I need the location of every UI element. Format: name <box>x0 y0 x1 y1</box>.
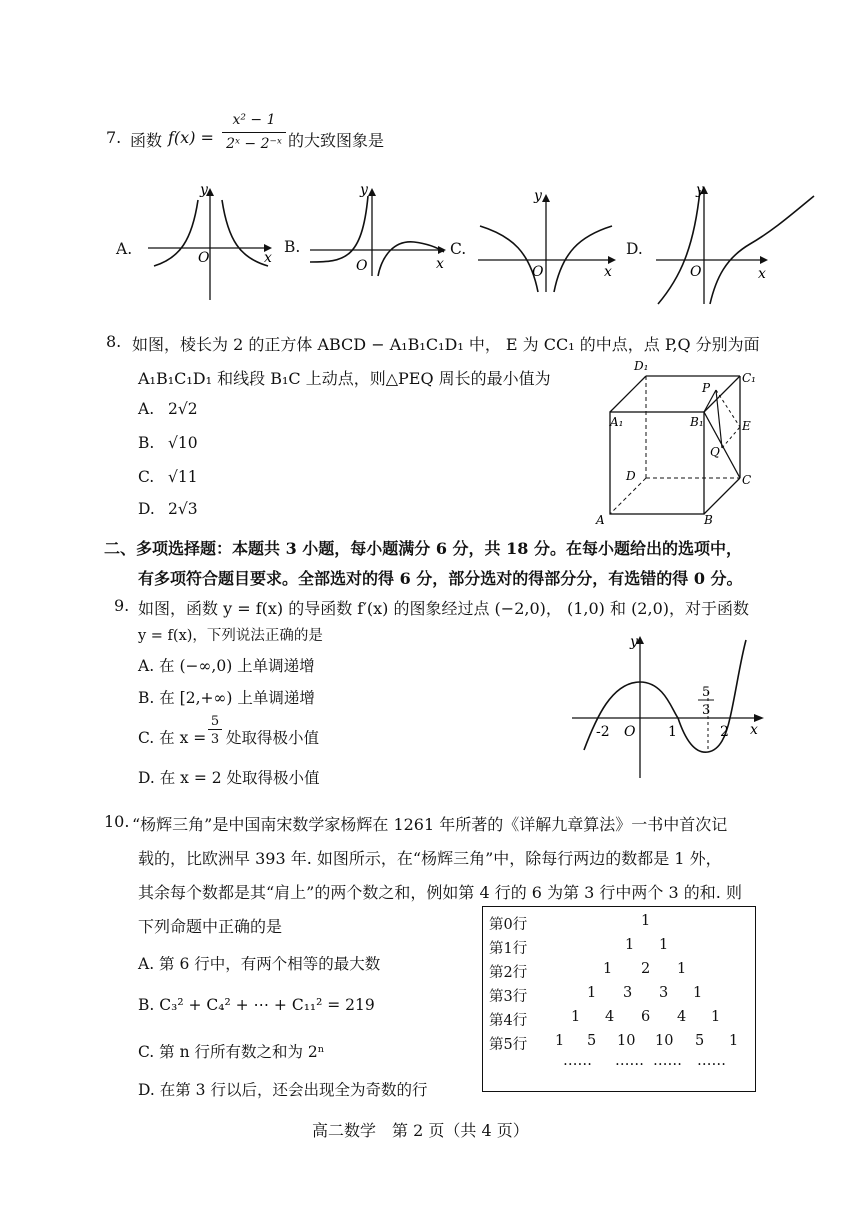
cell-r1-c1: 1 <box>659 937 669 953</box>
q7-number: 7. <box>106 128 122 147</box>
cell-r5-c0: 1 <box>555 1033 565 1049</box>
cell-r3-c3: 1 <box>693 985 703 1001</box>
yanghui-triangle-table <box>482 906 756 1092</box>
q9-derivative-graph <box>568 632 768 780</box>
cube-label-d1: D₁ <box>634 359 649 373</box>
q9-graph-y: y <box>630 634 638 650</box>
cell-r2-c2: 1 <box>677 961 687 977</box>
q7-option-a-letter: A. <box>116 240 133 258</box>
row-label-0: 第0行 <box>489 917 528 933</box>
q7d-y-label: y <box>696 182 704 198</box>
q9-graph-neg2: -2 <box>596 724 610 740</box>
cell-r4-c3: 4 <box>677 1009 687 1025</box>
cell-r2-c0: 1 <box>603 961 613 977</box>
q9-option-d: D. 在 x = 2 处取得极小值 <box>138 769 320 787</box>
cube-label-c1: C₁ <box>742 371 756 385</box>
q7-numerator: x² − 1 <box>232 112 276 128</box>
cell-r4-c4: 1 <box>711 1009 721 1025</box>
q8-option-c-letter: C. <box>138 468 155 486</box>
q7-denominator: 2ˣ − 2⁻ˣ <box>226 136 282 152</box>
ellipsis-3: …… <box>653 1053 682 1069</box>
q7-option-c-letter: C. <box>450 240 467 258</box>
cell-r3-c0: 1 <box>587 985 597 1001</box>
q10-option-a: A. 第 6 行中，有两个相等的最大数 <box>138 955 381 973</box>
ellipsis-4: …… <box>697 1053 726 1069</box>
cell-r1-c0: 1 <box>625 937 635 953</box>
q7b-y-label: y <box>360 182 368 198</box>
cube-label-a1: A₁ <box>610 415 624 429</box>
q9-option-c-post: 处取得极小值 <box>226 729 320 747</box>
row-label-4: 第4行 <box>489 1013 528 1029</box>
q7-suffix: 的大致图象是 <box>288 131 385 150</box>
q10-line4: 下列命题中正确的是 <box>138 917 283 936</box>
q8-option-a-letter: A. <box>138 400 155 418</box>
cell-r5-c3: 10 <box>655 1033 674 1049</box>
q8-option-c-value: √11 <box>168 468 198 486</box>
section2-line2: 有多项符合题目要求。全部选对的得 6 分，部分选对的得部分分，有选错的得 0 分。 <box>138 569 743 588</box>
q9-option-b: B. 在 [2,+∞) 上单调递增 <box>138 689 315 707</box>
page-footer: 高二数学 第 2 页（共 4 页） <box>312 1121 529 1140</box>
q10-option-b: B. C₃² + C₄² + ⋯ + C₁₁² = 219 <box>138 996 375 1014</box>
q7d-x-label: x <box>758 266 766 282</box>
q8-option-d-value: 2√3 <box>168 500 198 518</box>
q8-line2: A₁B₁C₁D₁ 和线段 B₁C 上动点，则△PEQ 周长的最小值为 <box>138 369 551 388</box>
q7-graph-c <box>472 180 622 296</box>
q7c-y-label: y <box>534 188 542 204</box>
q10-option-d: D. 在第 3 行以后，还会出现全为奇数的行 <box>138 1081 428 1099</box>
cell-r3-c2: 3 <box>659 985 669 1001</box>
cell-r3-c1: 3 <box>623 985 633 1001</box>
cell-r0-c0: 1 <box>641 913 651 929</box>
q7-graph-b <box>304 180 450 280</box>
cell-r5-c1: 5 <box>587 1033 597 1049</box>
q9-line1: 如图，函数 y = f(x) 的导函数 f′(x) 的图象经过点 (−2,0)， (1,0) 和 (2,0)，对于函数 <box>138 599 749 618</box>
q7a-y-label: y <box>200 182 208 198</box>
q10-line2: 载的，比欧洲早 393 年. 如图所示，在“杨辉三角”中，除每行两边的数都是 1 外， <box>138 849 722 868</box>
q9-graph-two: 2 <box>720 724 729 740</box>
q9-graph-five: 5 <box>702 685 711 700</box>
q7-prefix: 函数 <box>130 131 163 150</box>
q8-cube-figure <box>590 356 770 528</box>
q9-graph-origin: O <box>624 724 636 740</box>
cube-label-b: B <box>704 513 713 527</box>
cube-label-p: P <box>702 381 711 395</box>
q8-option-b-letter: B. <box>138 434 155 452</box>
q9-line2: y = f(x)，下列说法正确的是 <box>138 628 323 644</box>
q10-line1: “杨辉三角”是中国南宋数学家杨辉在 1261 年所著的《详解九章算法》一书中首次记 <box>132 815 728 834</box>
cell-r5-c2: 10 <box>617 1033 636 1049</box>
q8-number: 8. <box>106 332 122 351</box>
q7b-x-label: x <box>436 256 444 272</box>
cell-r4-c0: 1 <box>571 1009 581 1025</box>
row-label-3: 第3行 <box>489 989 528 1005</box>
cell-r5-c4: 5 <box>695 1033 705 1049</box>
q10-number: 10. <box>104 812 130 831</box>
q9-graph-x: x <box>750 722 758 738</box>
cell-r4-c1: 4 <box>605 1009 615 1025</box>
q7-func: f(x) = <box>168 128 214 147</box>
ellipsis-1: …… <box>563 1053 592 1069</box>
row-label-1: 第1行 <box>489 941 528 957</box>
q8-option-a-value: 2√2 <box>168 400 198 418</box>
ellipsis-2: …… <box>615 1053 644 1069</box>
q7c-origin: O <box>532 264 544 280</box>
cube-label-c: C <box>742 473 752 487</box>
q9-option-c-num: 5 <box>208 714 222 730</box>
cube-label-d: D <box>626 469 636 483</box>
q10-line3: 其余每个数都是其“肩上”的两个数之和，例如第 4 行的 6 为第 3 行中两个 3 的和. 则 <box>138 883 742 902</box>
cube-label-a: A <box>596 513 605 527</box>
q9-graph-three: 3 <box>702 703 711 718</box>
q7a-origin: O <box>198 250 210 266</box>
q7b-origin: O <box>356 258 368 274</box>
q9-option-c-pre: C. 在 x = <box>138 729 207 747</box>
q8-option-d-letter: D. <box>138 500 155 518</box>
cell-r4-c2: 6 <box>641 1009 651 1025</box>
q7c-x-label: x <box>604 264 612 280</box>
q10-option-c: C. 第 n 行所有数之和为 2ⁿ <box>138 1043 325 1061</box>
row-label-2: 第2行 <box>489 965 528 981</box>
q7-option-b-letter: B. <box>284 238 301 256</box>
section2-line1: 二、多项选择题：本题共 3 小题，每小题满分 6 分，共 18 分。在每小题给出的选项中， <box>104 539 742 558</box>
q7-fraction-bar <box>222 132 286 133</box>
q7-option-d-letter: D. <box>626 240 643 258</box>
q7d-origin: O <box>690 264 702 280</box>
cube-label-e: E <box>742 419 751 433</box>
q7-graph-d <box>650 178 818 308</box>
q8-option-b-value: √10 <box>168 434 198 452</box>
q9-option-c-den: 3 <box>210 732 220 747</box>
q7a-x-label: x <box>264 250 272 266</box>
row-label-5: 第5行 <box>489 1037 528 1053</box>
q8-line1: 如图，棱长为 2 的正方体 ABCD − A₁B₁C₁D₁ 中， E 为 CC₁ 的中点，点 P,Q 分别为面 <box>132 335 760 354</box>
cube-label-q: Q <box>710 445 720 459</box>
q9-option-a: A. 在 (−∞,0) 上单调递增 <box>138 657 315 675</box>
cell-r2-c1: 2 <box>641 961 651 977</box>
cell-r5-c5: 1 <box>729 1033 739 1049</box>
cube-label-b1: B₁ <box>690 415 704 429</box>
q9-number: 9. <box>114 596 130 615</box>
q7-graph-a <box>140 180 280 304</box>
q9-graph-one: 1 <box>668 724 677 740</box>
